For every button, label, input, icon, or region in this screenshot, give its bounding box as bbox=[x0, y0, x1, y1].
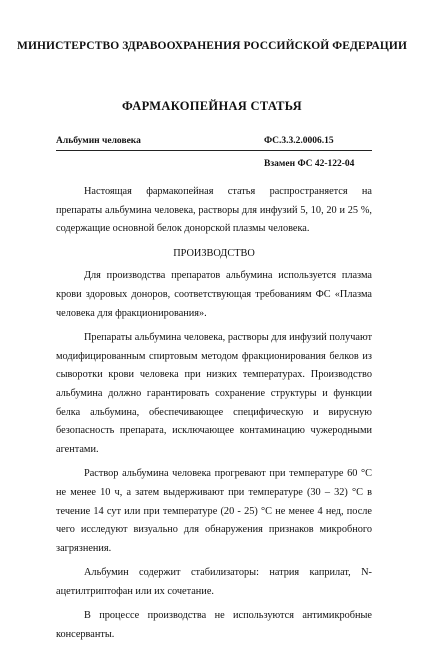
ministry-heading: МИНИСТЕРСТВО ЗДРАВООХРАНЕНИЯ РОССИЙСКОЙ ФЕДЕРАЦИИ bbox=[16, 40, 407, 52]
body-paragraph: Препараты альбумина человека, растворы для инфузий получают модифицированным спиртовым методом фракционирования белков из сыворотки крови человека при низких температурах. Производство альбумина должно гарантировать сохранение структуры и функции белка альбумина, обеспечивающее специфическую и вирусную безопасность препарата, исключающее контаминацию чужеродными агентами. bbox=[56, 332, 372, 455]
body-paragraph: Раствор альбумина человека прогревают при температуре 60 °С не менее 10 ч, а затем выдерживают при температуре (30 – 32) °С в течение 14 сут или при температуре (20 - 25) °С не менее 4 нед, после чего исследуют визуально для обнаружения признаков микробного загрязнения. bbox=[56, 468, 372, 554]
body-paragraph: В процессе производства не используются антимикробные консерванты. bbox=[56, 610, 372, 641]
replaces-note: Взамен ФС 42-122-04 bbox=[264, 159, 355, 169]
substance-name: Альбумин человека bbox=[56, 136, 141, 146]
body-paragraph: Для производства препаратов альбумина используется плазма крови здоровых доноров, соответствующая требованиям ФС «Плазма человека для фракционирования». bbox=[56, 270, 372, 319]
header-divider bbox=[56, 150, 372, 151]
intro-paragraph: Настоящая фармакопейная статья распространяется на препараты альбумина человека, растворы для инфузий 5, 10, 20 и 25 %, содержащие основной белок донорской плазмы человека. bbox=[56, 186, 372, 235]
body-paragraph: Альбумин содержит стабилизаторы: натрия каприлат, N-ацетилтриптофан или их сочетание. bbox=[56, 567, 372, 597]
production-section-heading: ПРОИЗВОДСТВО bbox=[173, 247, 255, 259]
document-title: ФАРМАКОПЕЙНАЯ СТАТЬЯ bbox=[122, 99, 302, 113]
document-body bbox=[56, 183, 372, 651]
monograph-code: ФС.3.3.2.0006.15 bbox=[264, 136, 334, 146]
